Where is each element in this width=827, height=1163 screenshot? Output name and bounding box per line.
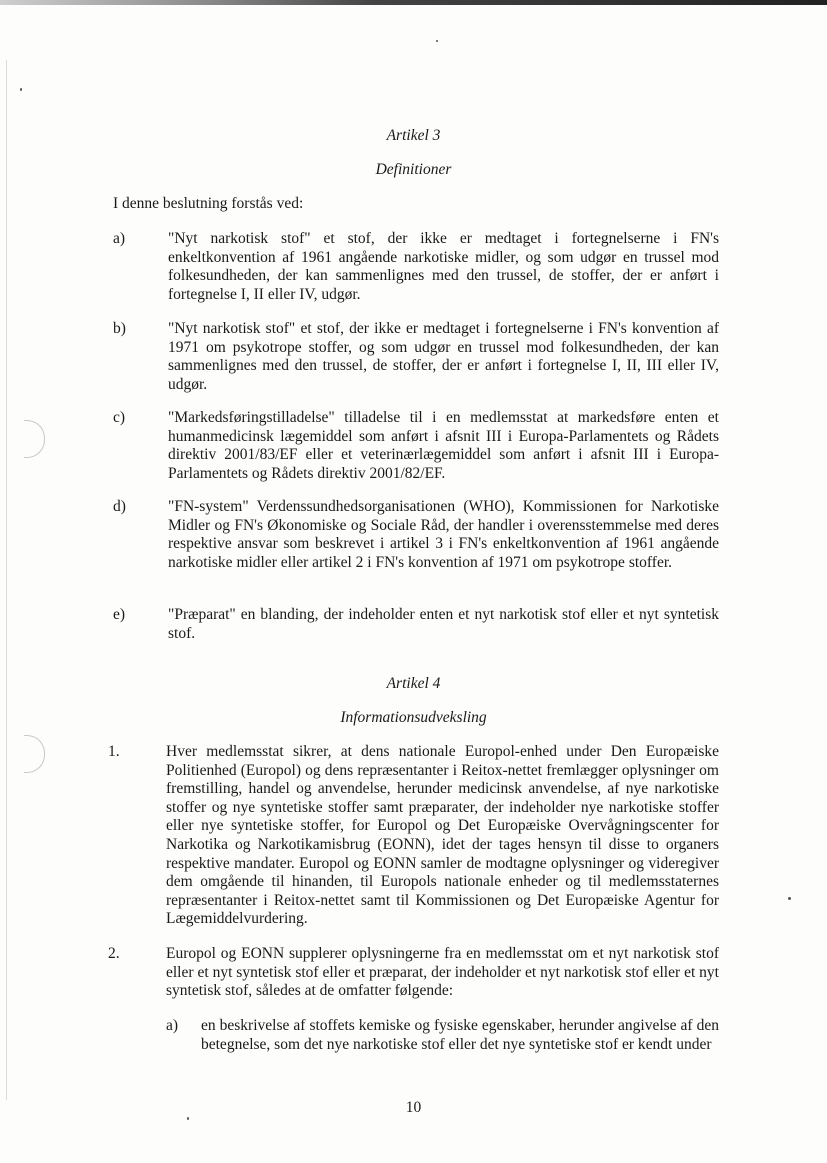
item-label: b) bbox=[113, 320, 126, 337]
item-label: d) bbox=[113, 498, 126, 515]
item-text: en beskrivelse af stoffets kemiske og fysiske egenskaber, herunder angivelse af den betegnelse, som det nye narkotiske stof eller det nye syntetiske stof er kendt under bbox=[201, 1017, 719, 1053]
item-text: "Nyt narkotisk stof" et stof, der ikke er medtaget i fortegnelserne i FN's enkeltkonvention af 1961 angående narkotiske midler, og som udgør en trussel mod folkesundheden, der kan sammenlignes med den trussel, de stoffer, der er anført i fortegnelse I, II eller IV, udgør. bbox=[168, 230, 719, 303]
item-label: c) bbox=[113, 409, 126, 426]
item-text: Europol og EONN supplerer oplysningerne fra en medlemsstat om et nyt narkotisk stof eller et nyt syntetisk stof eller et præparat, der indeholder et nyt narkotisk stof eller et nyt syntetisk stof, således at de omfatter følgende: bbox=[166, 945, 719, 1000]
item-text: "Nyt narkotisk stof" et stof, der ikke er medtaget i fortegnelserne i FN's konvention af 1971 om psykotrope stoffer, og som udgør en trussel mod folkesundheden, der kan sammenlignes med den trussel, de stoffer, der er anført i fortegnelse I, II, III eller IV, udgør. bbox=[168, 320, 719, 393]
item-text: "FN-system" Verdenssundhedsorganisationen (WHO), Kommissionen for Narkotiske Midler og FN's Økonomiske og Sociale Råd, der handler i overensstemmelse med deres respektive ansvar som beskrevet i artikel 3 i FN's enkeltkonvention af 1961 angående narkotiske midler eller artikel 2 i FN's konvention af 1971 om psykotrope stoffer. bbox=[168, 498, 719, 571]
item-text: "Markedsføringstilladelse" tilladelse til i en medlemsstat at markedsføre enten et humanmedicinsk lægemiddel som anført i afsnit III i Europa-Parlamentets og Rådets direktiv 2001/83/EF eller et veterinærlægemiddel som anført i afsnit III i Europa-Parlamentets og Rådets direktiv 2001/82/EF. bbox=[168, 409, 719, 482]
item-label: e) bbox=[113, 606, 126, 623]
item-label: a) bbox=[113, 230, 126, 247]
item-text: "Præparat" en blanding, der indeholder enten et nyt narkotisk stof eller et nyt syntetisk stof. bbox=[168, 606, 719, 642]
definitions-intro: I denne beslutning forstås ved: bbox=[113, 195, 304, 212]
item-label: 2. bbox=[108, 945, 120, 962]
item-label: a) bbox=[166, 1017, 179, 1034]
item-label: 1. bbox=[108, 743, 120, 760]
article-4-subtitle: Informationsudveksling bbox=[340, 709, 487, 726]
article-4-title: Artikel 4 bbox=[386, 675, 441, 692]
page-number: 10 bbox=[405, 1099, 422, 1116]
article-3-title: Artikel 3 bbox=[386, 127, 441, 144]
item-text: Hver medlemsstat sikrer, at dens nationale Europol-enhed under Den Europæiske Politienhed (Europol) og dens repræsentanter i Reitox-nettet fremlægger oplysninger om fremstilling, handel og anvendelse, herunder medicinsk anvendelse, af nye narkotiske stoffer og nye syntetiske stoffer samt præparater, der indeholder nye narkotiske stoffer eller nye syntetiske stoffer, for Europol og Det Europæiske Overvågningscenter for Narkotika og Narkotikamisbrug (EONN), idet der tages hensyn til disse to organers respektive mandater. Europol og EONN samler de modtagne oplysninger og videregiver dem omgående til hinanden, til Europols nationale enheder og til medlemsstaternes repræsentanter i Reitox-nettet samt til Kommissionen og Det Europæiske Agentur for Lægemiddelvurdering. bbox=[166, 743, 719, 928]
article-3-subtitle: Definitioner bbox=[375, 161, 452, 178]
